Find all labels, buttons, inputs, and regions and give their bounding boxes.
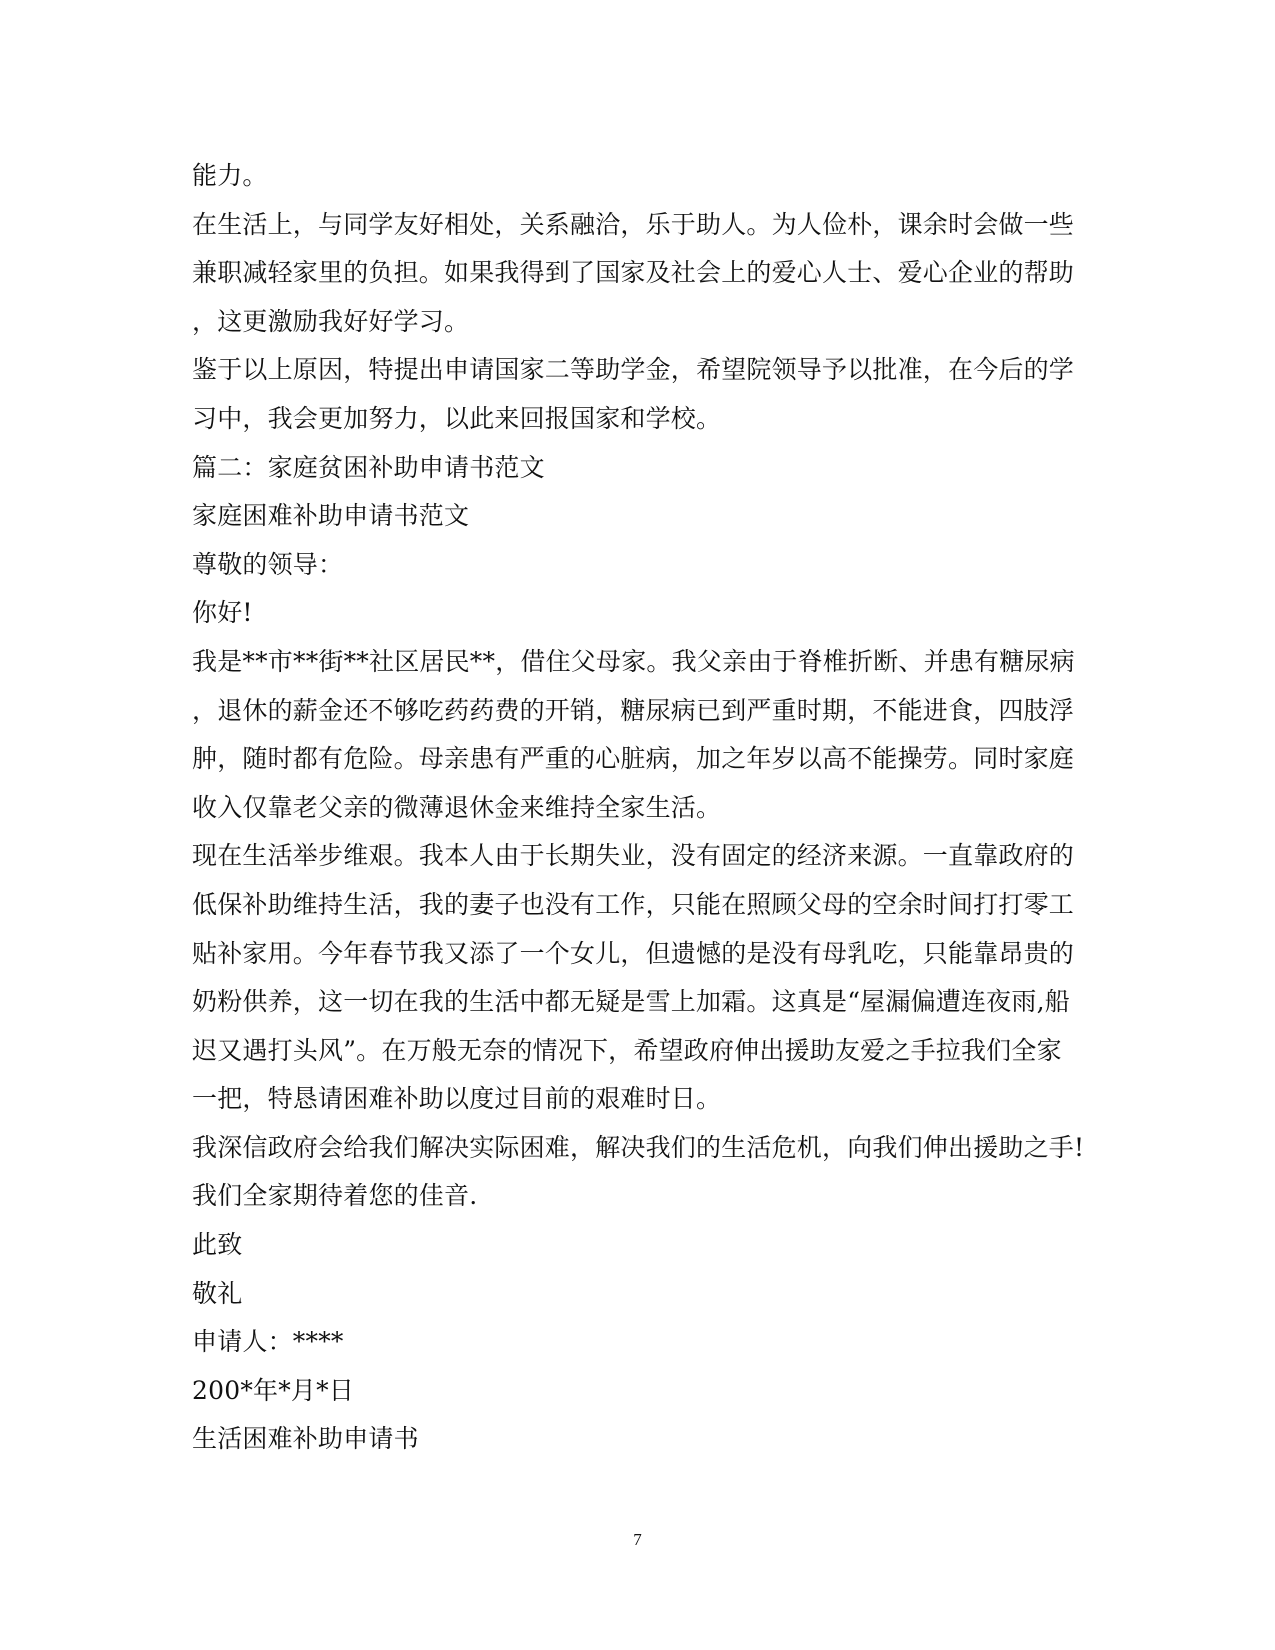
text-line: 我深信政府会给我们解决实际困难，解决我们的生活危机，向我们伸出援助之手! xyxy=(192,1132,1085,1162)
text-line: 我是**市**街**社区居民**，借住父母家。我父亲由于脊椎折断、并患有糖尿病 xyxy=(192,646,1075,676)
applicant-line: 申请人：**** xyxy=(192,1327,344,1357)
text-line: 收入仅靠老父亲的微薄退休金来维持全家生活。 xyxy=(192,792,722,822)
text-line: 习中，我会更加努力，以此来回报国家和学校。 xyxy=(192,403,722,433)
date-line: 200*年*月*日 xyxy=(192,1375,355,1405)
document-title: 家庭困难补助申请书范文 xyxy=(192,501,470,531)
text-line: 奶粉供养，这一切在我的生活中都无疑是雪上加霜。这真是“屋漏偏遭连夜雨,船 xyxy=(192,987,1070,1017)
greeting: 你好! xyxy=(192,598,253,628)
text-line: 能力。 xyxy=(192,161,268,190)
page-number: 7 xyxy=(633,1530,642,1549)
salutation: 尊敬的领导： xyxy=(192,549,344,579)
text-line: ，这更激励我好好学习。 xyxy=(192,306,470,336)
text-line: 现在生活举步维艰。我本人由于长期失业，没有固定的经济来源。一直靠政府的 xyxy=(192,841,1075,871)
text-line: 鉴于以上原因，特提出申请国家二等助学金，希望院领导予以批准，在今后的学 xyxy=(192,355,1075,385)
closing-salute: 敬礼 xyxy=(192,1278,243,1308)
text-line: 在生活上，与同学友好相处，关系融洽，乐于助人。为人俭朴，课余时会做一些 xyxy=(192,209,1075,239)
text-line: 我们全家期待着您的佳音. xyxy=(192,1181,478,1211)
document-body xyxy=(192,152,1085,1464)
section-heading: 篇二：家庭贫困补助申请书范文 xyxy=(192,452,545,482)
text-line: ，退休的薪金还不够吃药药费的开销，糖尿病已到严重时期，不能进食，四肢浮 xyxy=(192,695,1075,725)
next-section-title: 生活困难补助申请书 xyxy=(192,1424,419,1454)
text-line: 肿，随时都有危险。母亲患有严重的心脏病，加之年岁以高不能操劳。同时家庭 xyxy=(192,744,1075,774)
text-line: 兼职减轻家里的负担。如果我得到了国家及社会上的爱心人士、爱心企业的帮助 xyxy=(192,258,1075,288)
closing: 此致 xyxy=(192,1230,243,1260)
text-line: 迟又遇打头风”。在万般无奈的情况下，希望政府伸出援助友爱之手拉我们全家 xyxy=(192,1035,1062,1065)
text-line: 贴补家用。今年春节我又添了一个女儿，但遗憾的是没有母乳吃，只能靠昂贵的 xyxy=(192,938,1075,968)
text-line: 低保补助维持生活，我的妻子也没有工作，只能在照顾父母的空余时间打打零工 xyxy=(192,889,1075,919)
text-line: 一把，特恳请困难补助以度过目前的艰难时日。 xyxy=(192,1084,722,1114)
